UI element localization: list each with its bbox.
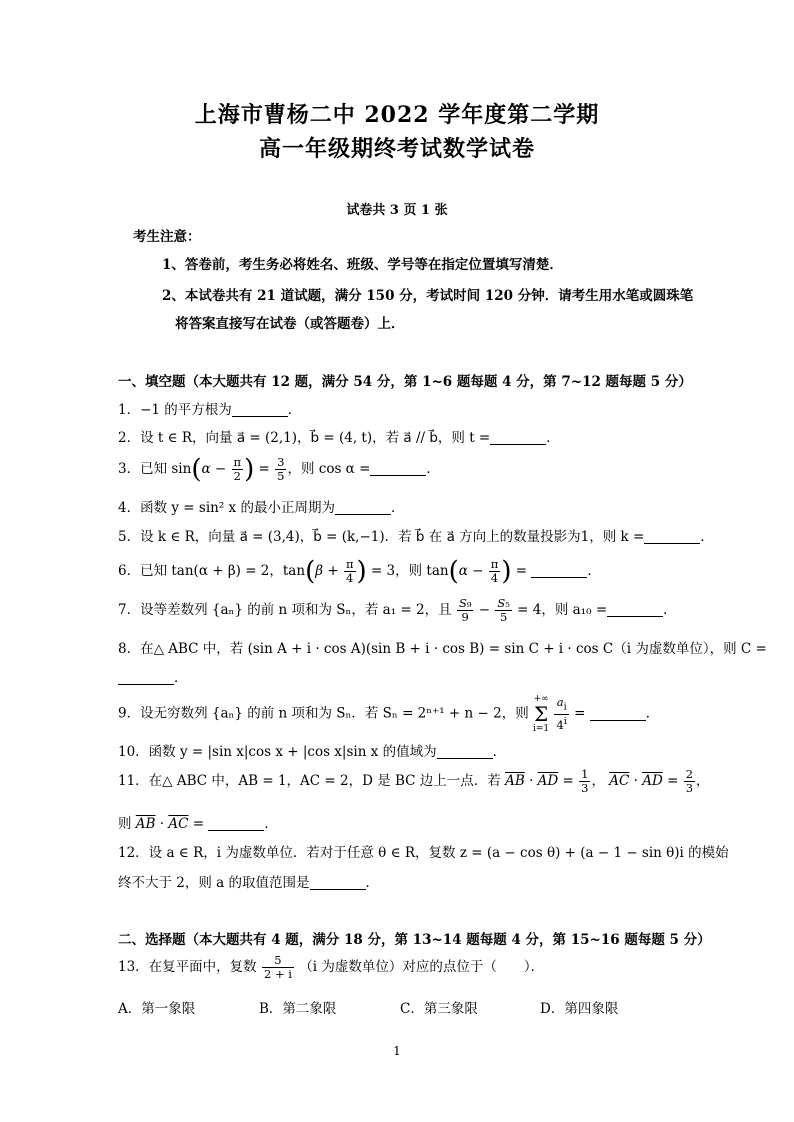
answer-blank	[335, 500, 391, 515]
answer-blank	[490, 430, 546, 445]
summation-sign: +∞ Σ i=1	[533, 694, 550, 734]
answer-blank	[208, 816, 264, 831]
question-5: 5．设 k ∈ R，向量 a⃗ = (3,4)，b⃗ = (k,−1)．若 b⃗ 在 a⃗ 方向上的数量投影为1，则 k = ．	[118, 529, 714, 545]
question-12: 12．设 a ∈ R，i 为虚数单位．若对于任意 θ ∈ R，复数 z = (a − cos θ) + (a − 1 − sin θ)i 的模始	[118, 845, 729, 861]
section2-heading: 二、选择题（本大题共有 4 题，满分 18 分，第 13~14 题每题 4 分，第 15~16 题每题 5 分）	[118, 932, 711, 948]
question-8-blank-line: ．	[118, 668, 188, 688]
pages-note: 试卷共 3 页 1 张	[346, 203, 448, 218]
option-b: B．第二象限	[259, 1001, 337, 1017]
answer-blank	[370, 461, 426, 476]
question-3: 3．已知 sin(α − $\frac{\pi}{2}$ ) = $\frac{3}{5}$ ，则 cos α = ．	[118, 454, 440, 485]
question-9: 9．设无穷数列 {aₙ} 的前 n 项和为 Sₙ．若 Sₙ = 2ⁿ⁺¹ + n − 2，则 +∞ Σ i=1 $\frac{a_i}{4^i}$ = ．	[118, 694, 660, 734]
option-a: A．第一象限	[118, 1001, 196, 1017]
section1-heading: 一、填空题（本大题共有 12 题，满分 54 分，第 1~6 题每题 4 分，第 7~12 题每题 5 分）	[118, 374, 692, 390]
exam-title-line1: 上海市曹杨二中 2022 学年度第二学期	[194, 102, 600, 128]
fraction-2-over-3: $\frac{2}{3}$	[685, 767, 694, 795]
notice-2a: 2、本试卷共有 21 道试题，满分 150 分，考试时间 120 分钟．请考生用水笔或圆珠笔	[162, 288, 694, 304]
question-10: 10．函数 y = |sin x|cos x + |cos x|sin x 的值域为 ．	[118, 744, 507, 760]
fraction-s9-over-9: $\frac{\text{S₉}}{9}$	[458, 596, 472, 624]
question-8: 8．在△ ABC 中，若 (sin A + i · cos A)(sin B + i · cos B) = sin C + i · cos C（i 为虚数单位），则 C =	[118, 641, 767, 657]
question-11: 11．在△ ABC 中，AB = 1，AC = 2，D 是 BC 边上一点．若 $\overline{AB} \cdot \overline{AD}$ = $\frac{1}{3}$ ， $\overline{AC} \cdot \overline{AD}$ = $\frac{2}{3}$ ，	[118, 767, 710, 795]
question-6: 6．已知 tan(α + β) = 2，tan(β + $\frac{\pi}{4}$ ) = 3，则 tan(α − $\frac{\pi}{4}$ ) = ．	[118, 556, 601, 587]
fraction-pi-over-2: $\frac{\pi}{2}$	[233, 455, 242, 483]
fraction-pi-over-4: $\frac{\pi}{4}$	[490, 557, 499, 585]
answer-blank	[531, 563, 587, 578]
option-c: C．第三象限	[400, 1001, 478, 1017]
question-2: 2．设 t ∈ R，向量 a⃗ = (2,1)，b⃗ = (4, t)，若 a⃗ // b⃗，则 t = ．	[118, 430, 560, 446]
question-13: 13．在复平面中，复数 $\frac{5}{2 + i}$ （i 为虚数单位）对应的点位于（ ）．	[118, 953, 545, 981]
answer-blank	[232, 402, 288, 417]
notice-1: 1、答卷前，考生务必将姓名、班级、学号等在指定位置填写清楚．	[162, 257, 563, 273]
page-number: 1	[393, 1044, 401, 1058]
notice-2b: 将答案直接写在试卷（或答题卷）上．	[175, 316, 405, 332]
option-d: D．第四象限	[540, 1001, 619, 1017]
answer-blank	[644, 529, 700, 544]
question-4: 4．函数 y = sin² x 的最小正周期为 ．	[118, 500, 405, 516]
fraction-1-over-3: $\frac{1}{3}$	[581, 767, 589, 795]
fraction-pi-over-4: $\frac{\pi}{4}$	[345, 557, 354, 585]
answer-blank	[590, 706, 646, 721]
fraction-3-over-5: $\frac{3}{5}$	[277, 455, 285, 483]
answer-blank	[118, 670, 174, 685]
notice-title: 考生注意：	[133, 229, 201, 245]
fraction-5-over-2-plus-i: $\frac{5}{2 + i}$	[263, 953, 292, 981]
exam-title-line2: 高一年级期终考试数学试卷	[258, 136, 535, 162]
answer-blank	[310, 875, 366, 890]
question-1: 1．−1 的平方根为 ．	[118, 402, 302, 418]
answer-blank	[607, 602, 663, 617]
question-12-line2: 终不大于 2，则 a 的取值范围是 ．	[118, 875, 380, 891]
question-7: 7．设等差数列 {aₙ} 的前 n 项和为 Sₙ，若 a₁ = 2，且 $\frac{\text{S₉}}{9}$ − $\frac{\text{S₅}}{5}$ = 4，则 a₁₀ = ．	[118, 596, 677, 624]
answer-blank	[437, 744, 493, 759]
question-11-line2: 则 $\overline{AB} \cdot \overline{AC}$ = ．	[118, 816, 278, 832]
fraction-ai-over-4i: $\frac{a_i}{4^i}$	[556, 695, 567, 732]
fraction-s5-over-5: $\frac{\text{S₅}}{5}$	[497, 596, 510, 624]
